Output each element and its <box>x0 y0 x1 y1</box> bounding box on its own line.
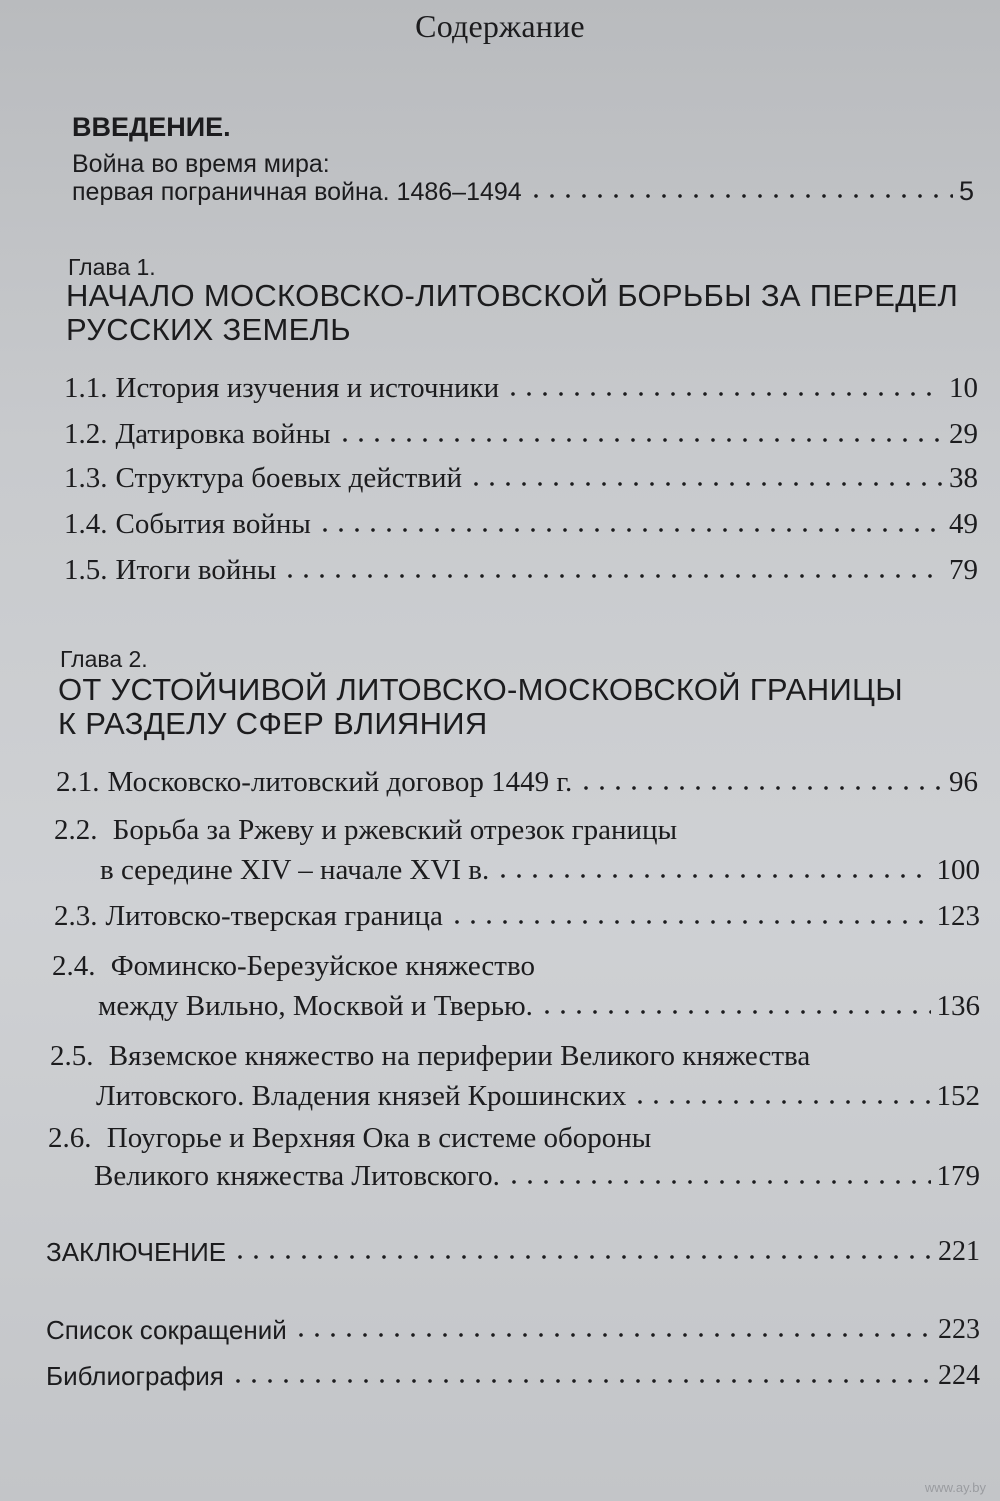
dot-leader <box>230 1379 932 1383</box>
section-title: Московско-литовский договор 1449 г. <box>107 766 573 798</box>
toc-row-abbreviations[interactable] <box>46 1314 980 1346</box>
section-title: Литовско-тверская граница <box>105 900 443 932</box>
page-number: 179 <box>936 1160 980 1192</box>
dot-leader <box>468 482 943 486</box>
toc-row-2-2[interactable] <box>100 854 980 887</box>
toc-row-2-2-line-1[interactable] <box>54 814 677 847</box>
toc-row-2-6-line-1[interactable] <box>48 1122 651 1155</box>
toc-row-2-5[interactable] <box>96 1080 980 1113</box>
section-number: 1.5. <box>64 554 108 586</box>
dot-leader <box>578 786 943 790</box>
section-title: Фоминско-Березуйское княжество <box>110 950 535 982</box>
section-number: 2.3. <box>54 900 98 932</box>
section-title: События войны <box>115 508 311 540</box>
section-title-continued: Великого княжества Литовского. <box>94 1160 500 1192</box>
dot-leader <box>337 438 943 442</box>
page-number: 221 <box>938 1236 980 1267</box>
section-number: 2.5. <box>50 1040 94 1072</box>
section-number: 1.4. <box>64 508 108 540</box>
page-number: 79 <box>949 554 978 586</box>
section-title-continued: Литовского. Владения князей Крошинских <box>96 1080 627 1112</box>
chapter-2-title-line-2: К РАЗДЕЛУ СФЕР ВЛИЯНИЯ <box>58 706 488 741</box>
dot-leader <box>317 528 943 532</box>
toc-row-2-3[interactable] <box>54 900 980 933</box>
intro-line-2: первая пограничная война. 1486–1494 <box>72 178 522 206</box>
section-title-continued: между Вильно, Москвой и Тверью. <box>98 990 533 1022</box>
section-title: Поугорье и Верхняя Ока в системе обороны <box>106 1122 652 1154</box>
toc-row-2-5-line-1[interactable] <box>50 1040 810 1073</box>
section-title: Структура боевых действий <box>115 462 463 494</box>
page-number: 49 <box>949 508 978 540</box>
section-number: 2.2. <box>54 814 98 846</box>
dot-leader <box>505 392 943 396</box>
section-title: ЗАКЛЮЧЕНИЕ <box>46 1237 227 1267</box>
page-number: 96 <box>949 766 978 798</box>
dot-leader <box>293 1333 932 1337</box>
toc-row-2-6[interactable] <box>94 1160 980 1193</box>
page-number: 38 <box>949 462 978 494</box>
section-title: Список сокращений <box>46 1315 287 1345</box>
dot-leader <box>282 574 943 578</box>
section-title: История изучения и источники <box>115 372 500 404</box>
chapter-1-label: Глава 1. <box>68 254 156 280</box>
page-number: 224 <box>938 1360 980 1391</box>
section-number: 2.1. <box>56 766 100 798</box>
toc-row-bibliography[interactable] <box>46 1360 980 1392</box>
page-number: 10 <box>949 372 978 404</box>
section-title: Итоги войны <box>115 554 277 586</box>
chapter-2-label: Глава 2. <box>60 646 148 672</box>
dot-leader <box>528 194 953 198</box>
toc-row-1-2[interactable] <box>64 418 978 451</box>
page-number: 136 <box>936 990 980 1022</box>
dot-leader <box>506 1180 931 1184</box>
chapter-2-title-line-1: ОТ УСТОЙЧИВОЙ ЛИТОВСКО-МОСКОВСКОЙ ГРАНИЦЫ <box>58 672 904 707</box>
section-number: 1.3. <box>64 462 108 494</box>
chapter-1-title-line-1: НАЧАЛО МОСКОВСКО-ЛИТОВСКОЙ БОРЬБЫ ЗА ПЕРЕДЕЛ <box>66 278 959 313</box>
page-number: 123 <box>936 900 980 932</box>
section-number: 2.4. <box>52 950 96 982</box>
toc-row-1-3[interactable] <box>64 462 978 495</box>
toc-row-conclusion[interactable] <box>46 1236 980 1268</box>
dot-leader <box>495 874 930 878</box>
toc-row-1-4[interactable] <box>64 508 978 541</box>
toc-row-1-5[interactable] <box>64 554 978 587</box>
intro-line-1: Война во время мира: <box>72 150 330 178</box>
page-number: 152 <box>936 1080 980 1112</box>
intro-label: ВВЕДЕНИЕ. <box>72 112 231 142</box>
section-number: 1.1. <box>64 372 108 404</box>
toc-row-2-4-line-1[interactable] <box>52 950 535 983</box>
section-title: Вяземское княжество на периферии Великого княжества <box>108 1040 811 1072</box>
dot-leader <box>449 920 931 924</box>
chapter-1-title-line-2: РУССКИХ ЗЕМЕЛЬ <box>66 312 351 347</box>
section-title: Датировка войны <box>115 418 331 450</box>
section-number: 1.2. <box>64 418 108 450</box>
section-number: 2.6. <box>48 1122 92 1154</box>
dot-leader <box>632 1100 930 1104</box>
page-number: 29 <box>949 418 978 450</box>
page-title: Содержание <box>415 8 585 44</box>
dot-leader <box>539 1010 931 1014</box>
toc-row-2-4[interactable] <box>98 990 980 1023</box>
section-title: Борьба за Ржеву и ржевский отрезок границы <box>112 814 678 846</box>
dot-leader <box>232 1255 932 1259</box>
page-number: 5 <box>958 176 974 206</box>
page-number: 223 <box>938 1314 980 1345</box>
watermark: www.ay.by <box>924 1480 986 1495</box>
intro-toc-row[interactable] <box>72 176 974 207</box>
toc-row-2-1[interactable] <box>56 766 978 799</box>
page-number: 100 <box>936 854 980 886</box>
section-title-continued: в середине XIV – начале XVI в. <box>100 854 490 886</box>
section-title: Библиография <box>46 1361 224 1391</box>
toc-row-1-1[interactable] <box>64 372 978 405</box>
